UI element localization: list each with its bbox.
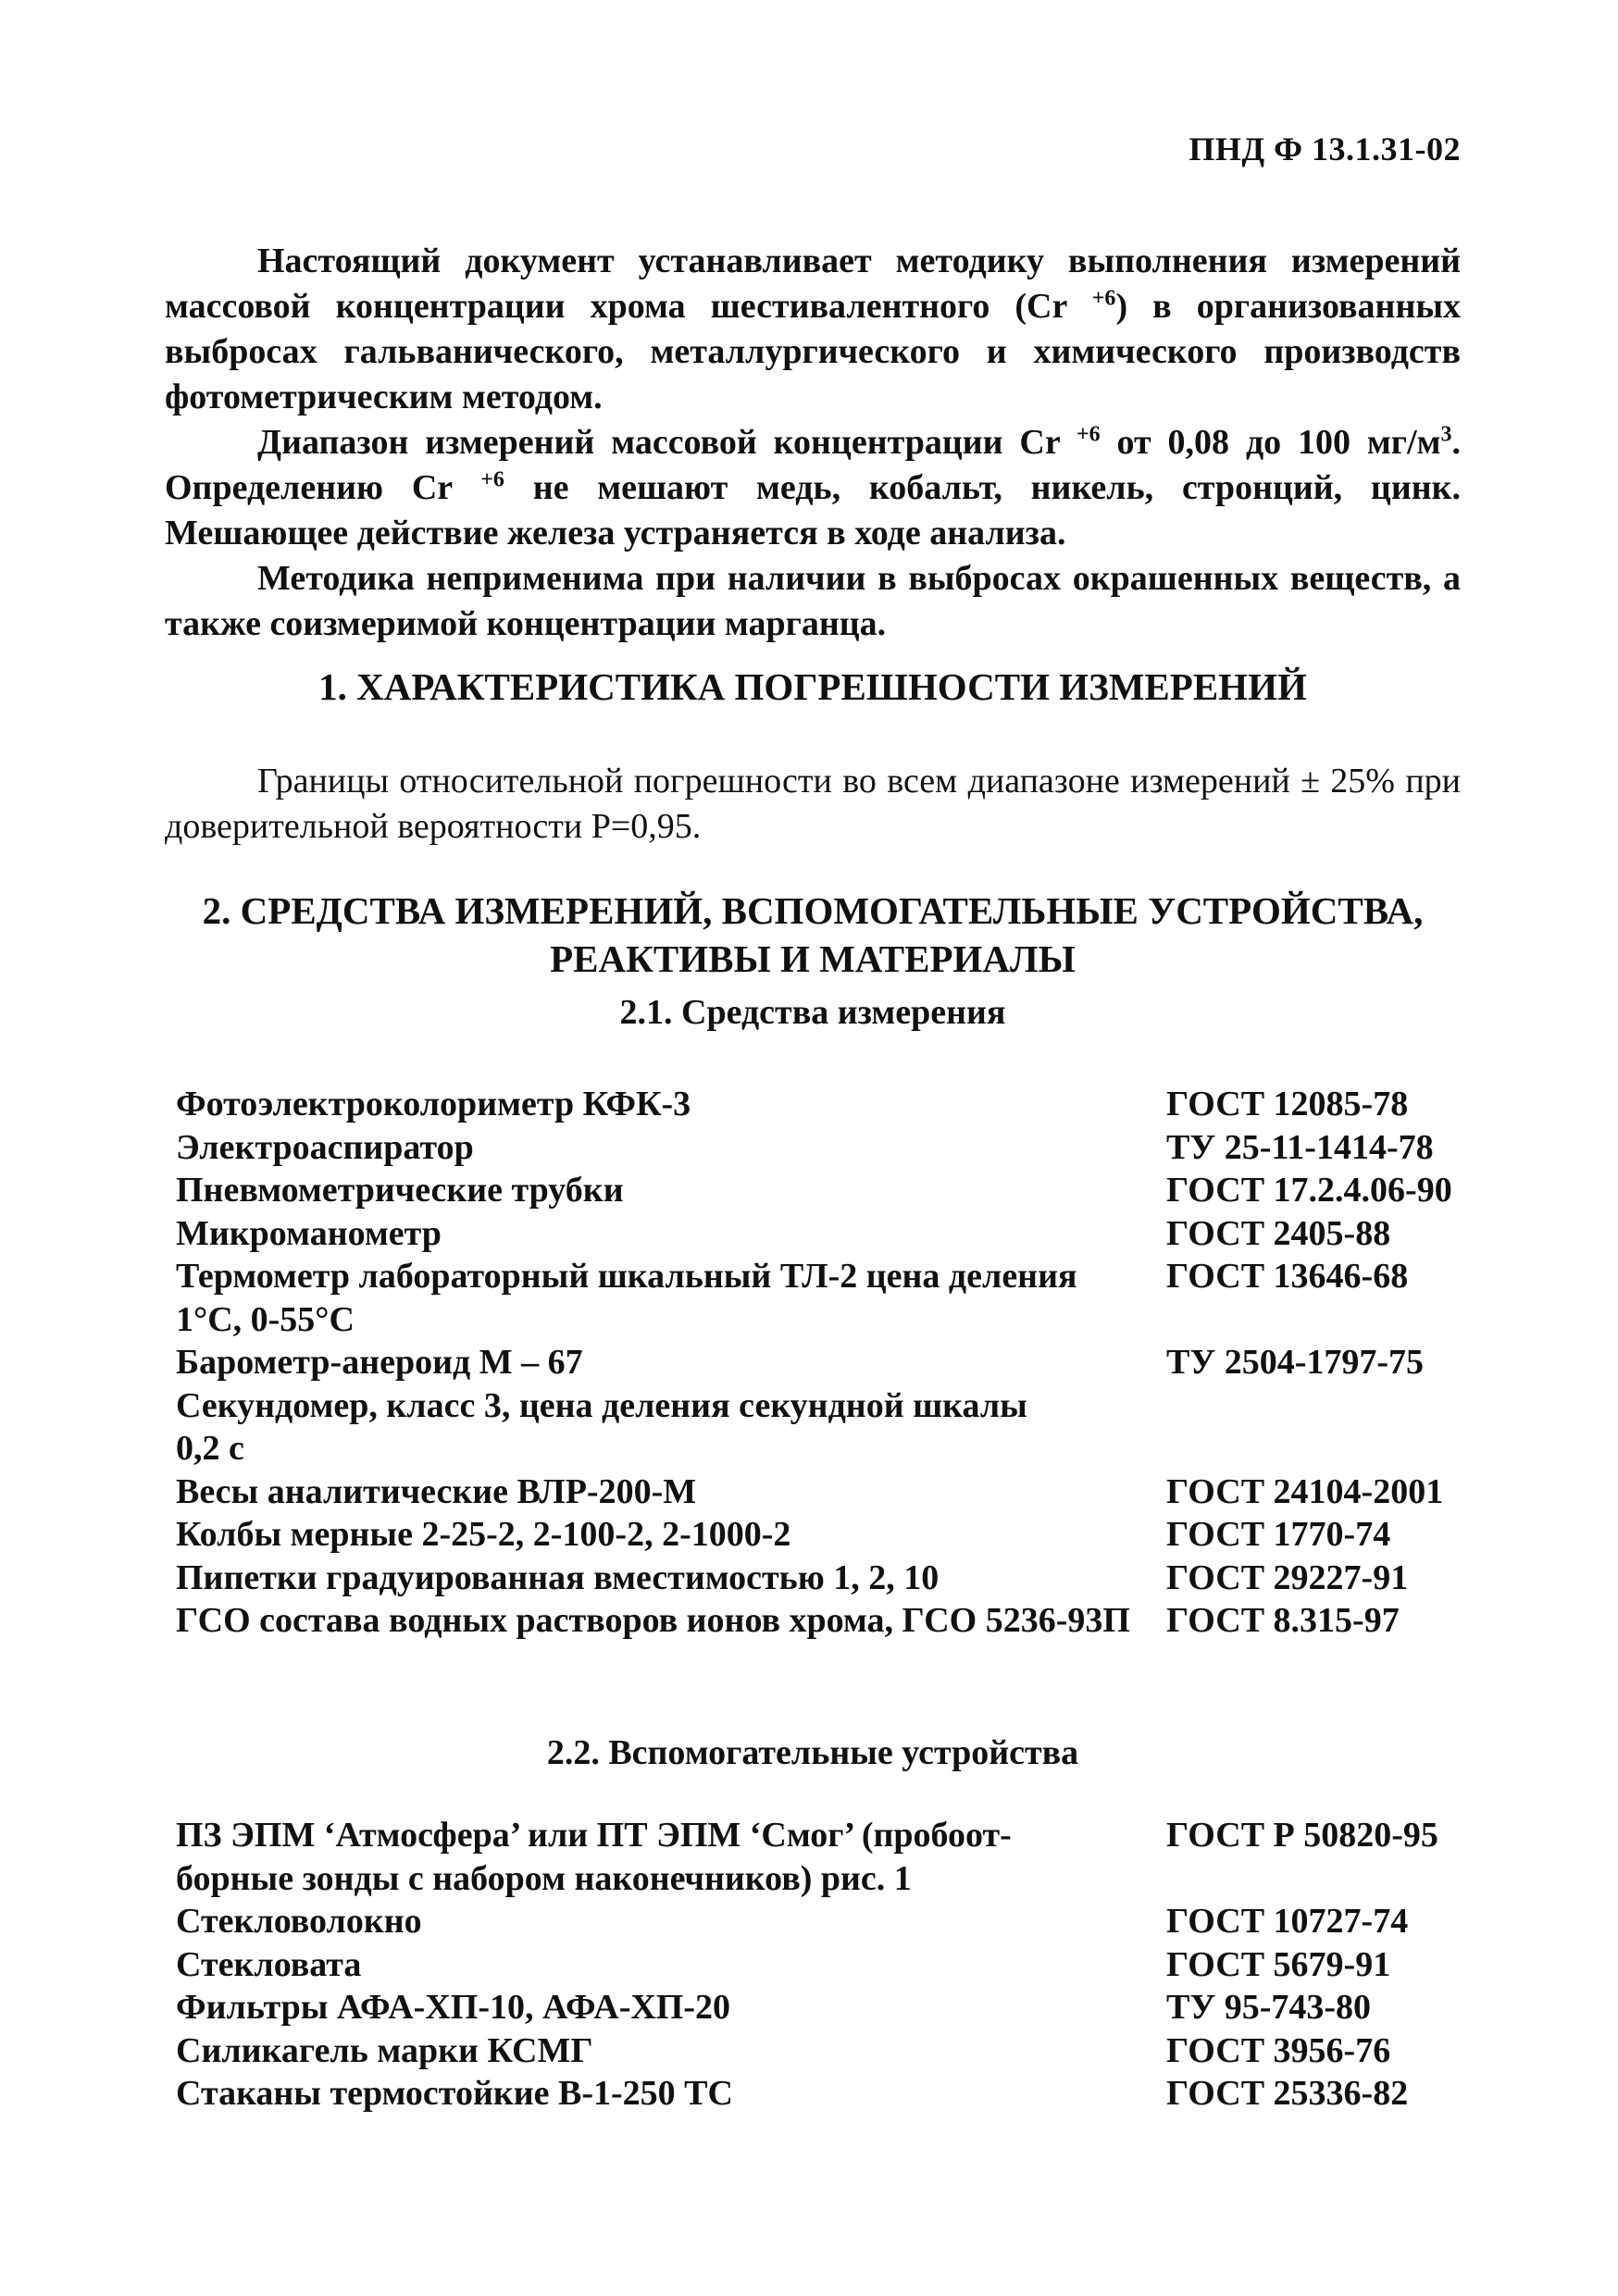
section-2-title-line-1: 2. СРЕДСТВА ИЗМЕРЕНИЙ, ВСПОМОГАТЕЛЬНЫЕ УСТРОЙСТВА,: [202, 889, 1424, 932]
list-item: [176, 1943, 1472, 1987]
intro-p1-superscript: +6: [1091, 286, 1116, 311]
list-item: [176, 1169, 1472, 1212]
section-1-title: 1. ХАРАКТЕРИСТИКА ПОГРЕШНОСТИ ИЗМЕРЕНИЙ: [318, 665, 1307, 708]
item-standard: ГОСТ 8.315-97: [1166, 1601, 1400, 1640]
list-item: [176, 2072, 1472, 2116]
item-standard: ГОСТ 29227-91: [1166, 1558, 1409, 1597]
list-item: [176, 1384, 1472, 1428]
intro-p2-superscript-1: +6: [1076, 422, 1101, 447]
item-name: Барометр-анероид М – 67: [176, 1343, 583, 1382]
list-item: [176, 1557, 1472, 1600]
item-name: Весы аналитические ВЛР-200-М: [176, 1471, 697, 1511]
intro-block: [165, 239, 1461, 647]
item-name: Фильтры АФА-ХП-10, АФА-ХП-20: [176, 1988, 731, 2027]
item-name: Фотоэлектроколориметр КФК-3: [176, 1085, 691, 1123]
list-item: [176, 1298, 1472, 1342]
intro-p2-text-d: не мешают медь, кобальт, никель, стронций, цинк. Мешающее действие железа устраняется в ходе анализа.: [165, 468, 1461, 552]
list-item: [176, 1857, 1472, 1901]
list-item: [176, 1900, 1472, 1943]
section-1-paragraph: Границы относительной погрешности во всем диапазоне измерений ± 25% при доверительной вероятности P=0,95.: [165, 762, 1461, 846]
list-item: [176, 1513, 1472, 1557]
instruments-list: [176, 1083, 1472, 1643]
item-name: Стекловата: [176, 1944, 362, 1984]
item-name: ПЗ ЭПМ ‘Атмосфера’ или ПТ ЭПМ ‘Смог’ (пробоот-: [176, 1816, 1012, 1855]
item-standard: ТУ 25-11-1414-78: [1166, 1127, 1434, 1167]
item-standard: ГОСТ 13646-68: [1166, 1257, 1409, 1296]
list-item: [176, 1126, 1472, 1170]
section-2-title: [165, 887, 1461, 983]
item-standard: ГОСТ 25336-82: [1166, 2074, 1409, 2113]
item-standard: ГОСТ 2405-88: [1166, 1213, 1391, 1253]
item-name: борные зонды с набором наконечников) рис. 1: [176, 1858, 912, 1898]
intro-p1-text-a: Настоящий документ устанавливает методику выполнения измерений массовой концентрации хрома шестивалентного (Cr: [165, 242, 1461, 326]
document-code: ПНД Ф 13.1.31-02: [1189, 130, 1461, 168]
item-name: Электроаспиратор: [176, 1127, 474, 1167]
item-standard: [1166, 1857, 1472, 1901]
item-standard: [1166, 1427, 1472, 1471]
item-standard: ТУ 95-743-80: [1166, 1988, 1372, 2027]
item-standard: ГОСТ 10727-74: [1166, 1902, 1409, 1941]
list-item: [176, 1255, 1472, 1298]
list-item: [176, 1814, 1472, 1857]
subsection-2-1-title: 2.1. Средства измерения: [619, 993, 1006, 1032]
list-item: [176, 1427, 1472, 1471]
auxiliary-devices-list: [176, 1814, 1472, 2116]
item-standard: ГОСТ 12085-78: [1166, 1085, 1409, 1123]
intro-p2-superscript-3: +6: [480, 467, 504, 492]
list-item: [176, 1599, 1472, 1643]
subsection-2-2-title: 2.2. Вспомогательные устройства: [546, 1733, 1079, 1772]
item-standard: ГОСТ Р 50820-95: [1166, 1816, 1438, 1855]
item-standard: ГОСТ 17.2.4.06-90: [1166, 1171, 1452, 1210]
item-name: Силикагель марки КСМГ: [176, 2030, 593, 2070]
item-standard: [1166, 1298, 1472, 1342]
item-name: ГСО состава водных растворов ионов хрома, ГСО 5236-93П: [176, 1601, 1130, 1640]
item-name: Стаканы термостойкие В-1-250 ТС: [176, 2074, 733, 2113]
item-standard: ТУ 2504-1797-75: [1166, 1343, 1425, 1382]
item-name: Стекловолокно: [176, 1902, 422, 1941]
list-item: [176, 1341, 1472, 1384]
intro-p2-superscript-2: 3: [1440, 422, 1452, 447]
item-standard: ГОСТ 24104-2001: [1166, 1471, 1444, 1511]
item-name: 1°С, 0-55°С: [176, 1299, 355, 1339]
intro-paragraph-1: [165, 239, 1461, 420]
item-name: Пипетки градуированная вместимостью 1, 2, 10: [176, 1558, 940, 1597]
list-item: [176, 2029, 1472, 2073]
list-item: [176, 1986, 1472, 2029]
list-item: [176, 1083, 1472, 1126]
item-name: Колбы мерные 2-25-2, 2-100-2, 2-1000-2: [176, 1515, 791, 1554]
intro-paragraph-3: Методика неприменима при наличии в выбросах окрашенных веществ, а также соизмеримой концентрации марганца.: [165, 559, 1461, 643]
intro-p2-text-b: от 0,08 до 100 мг/м: [1100, 423, 1441, 462]
item-name: Термометр лабораторный шкальный ТЛ-2 цена деления: [176, 1257, 1077, 1296]
intro-p2-text-c: . Определению Cr: [165, 423, 1462, 507]
section-2-title-line-2: РЕАКТИВЫ И МАТЕРИАЛЫ: [550, 937, 1076, 980]
list-item: [176, 1471, 1472, 1514]
item-name: 0,2 с: [176, 1429, 244, 1468]
item-standard: ГОСТ 5679-91: [1166, 1944, 1391, 1984]
intro-p2-text-a: Диапазон измерений массовой концентрации Cr: [257, 423, 1077, 462]
section-1-text: [165, 759, 1461, 850]
item-standard: [1166, 1384, 1472, 1428]
item-name: Пневмометрические трубки: [176, 1171, 624, 1210]
list-item: [176, 1212, 1472, 1256]
intro-paragraph-2: [165, 420, 1461, 556]
item-name: Секундомер, класс 3, цена деления секундной шкалы: [176, 1385, 1027, 1425]
item-name: Микроманометр: [176, 1213, 442, 1253]
item-standard: ГОСТ 1770-74: [1166, 1515, 1391, 1554]
intro-p1-text-b: ) в организованных выбросах гальванического, металлургического и химического производств фотометрическим методом.: [165, 287, 1462, 416]
item-standard: ГОСТ 3956-76: [1166, 2030, 1391, 2070]
